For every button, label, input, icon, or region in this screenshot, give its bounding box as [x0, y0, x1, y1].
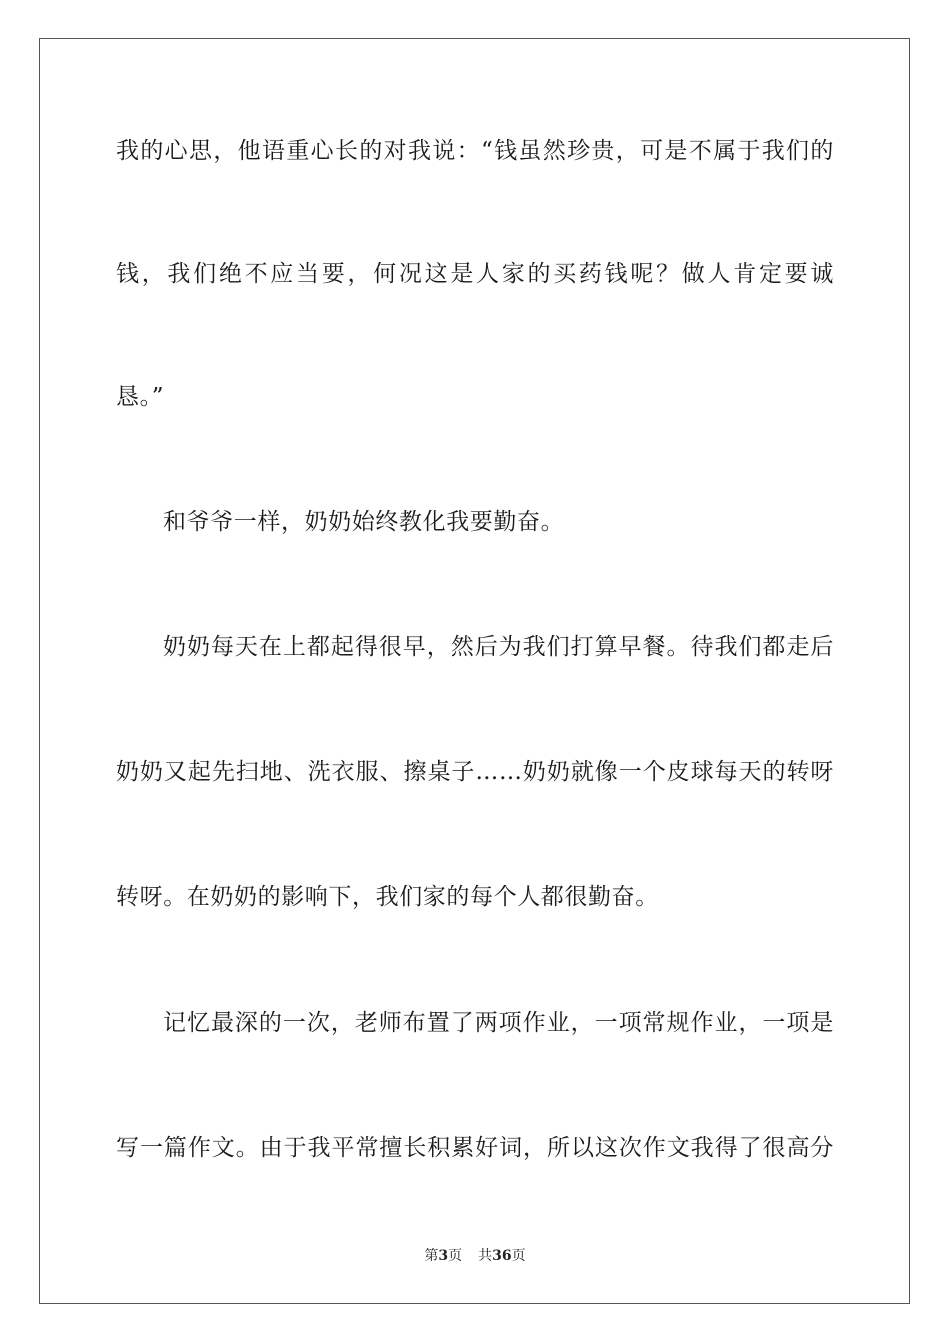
text-line-4: 和爷爷一样，奶奶始终教化我要勤奋。 — [163, 509, 565, 535]
total-prefix: 共 — [478, 1248, 493, 1264]
page-prefix: 第 — [424, 1248, 439, 1264]
page-suffix: 页 — [448, 1248, 463, 1264]
text-line-7: 转呀。在奶奶的影响下，我们家的每个人都很勤奋。 — [116, 884, 659, 910]
text-line-2: 钱，我们绝不应当要，何况这是人家的买药钱呢？做人肯定要诚 — [116, 261, 834, 287]
text-line-3: 恳。” — [116, 384, 165, 410]
total-suffix: 页 — [511, 1248, 526, 1264]
page-border — [39, 38, 910, 1304]
current-page-number: 3 — [438, 1248, 449, 1264]
text-line-9: 写一篇作文。由于我平常擅长积累好词，所以这次作文我得了很高分 — [116, 1135, 834, 1161]
page-footer — [0, 1247, 950, 1265]
total-page-count: 36 — [492, 1248, 512, 1264]
text-line-6: 奶奶又起先扫地、洗衣服、擦桌子……奶奶就像一个皮球每天的转呀 — [116, 759, 834, 785]
text-line-1: 我的心思，他语重心长的对我说：“钱虽然珍贵，可是不属于我们的 — [116, 138, 834, 164]
text-line-8: 记忆最深的一次，老师布置了两项作业，一项常规作业，一项是 — [163, 1010, 834, 1036]
text-line-5: 奶奶每天在上都起得很早，然后为我们打算早餐。待我们都走后 — [163, 634, 834, 660]
